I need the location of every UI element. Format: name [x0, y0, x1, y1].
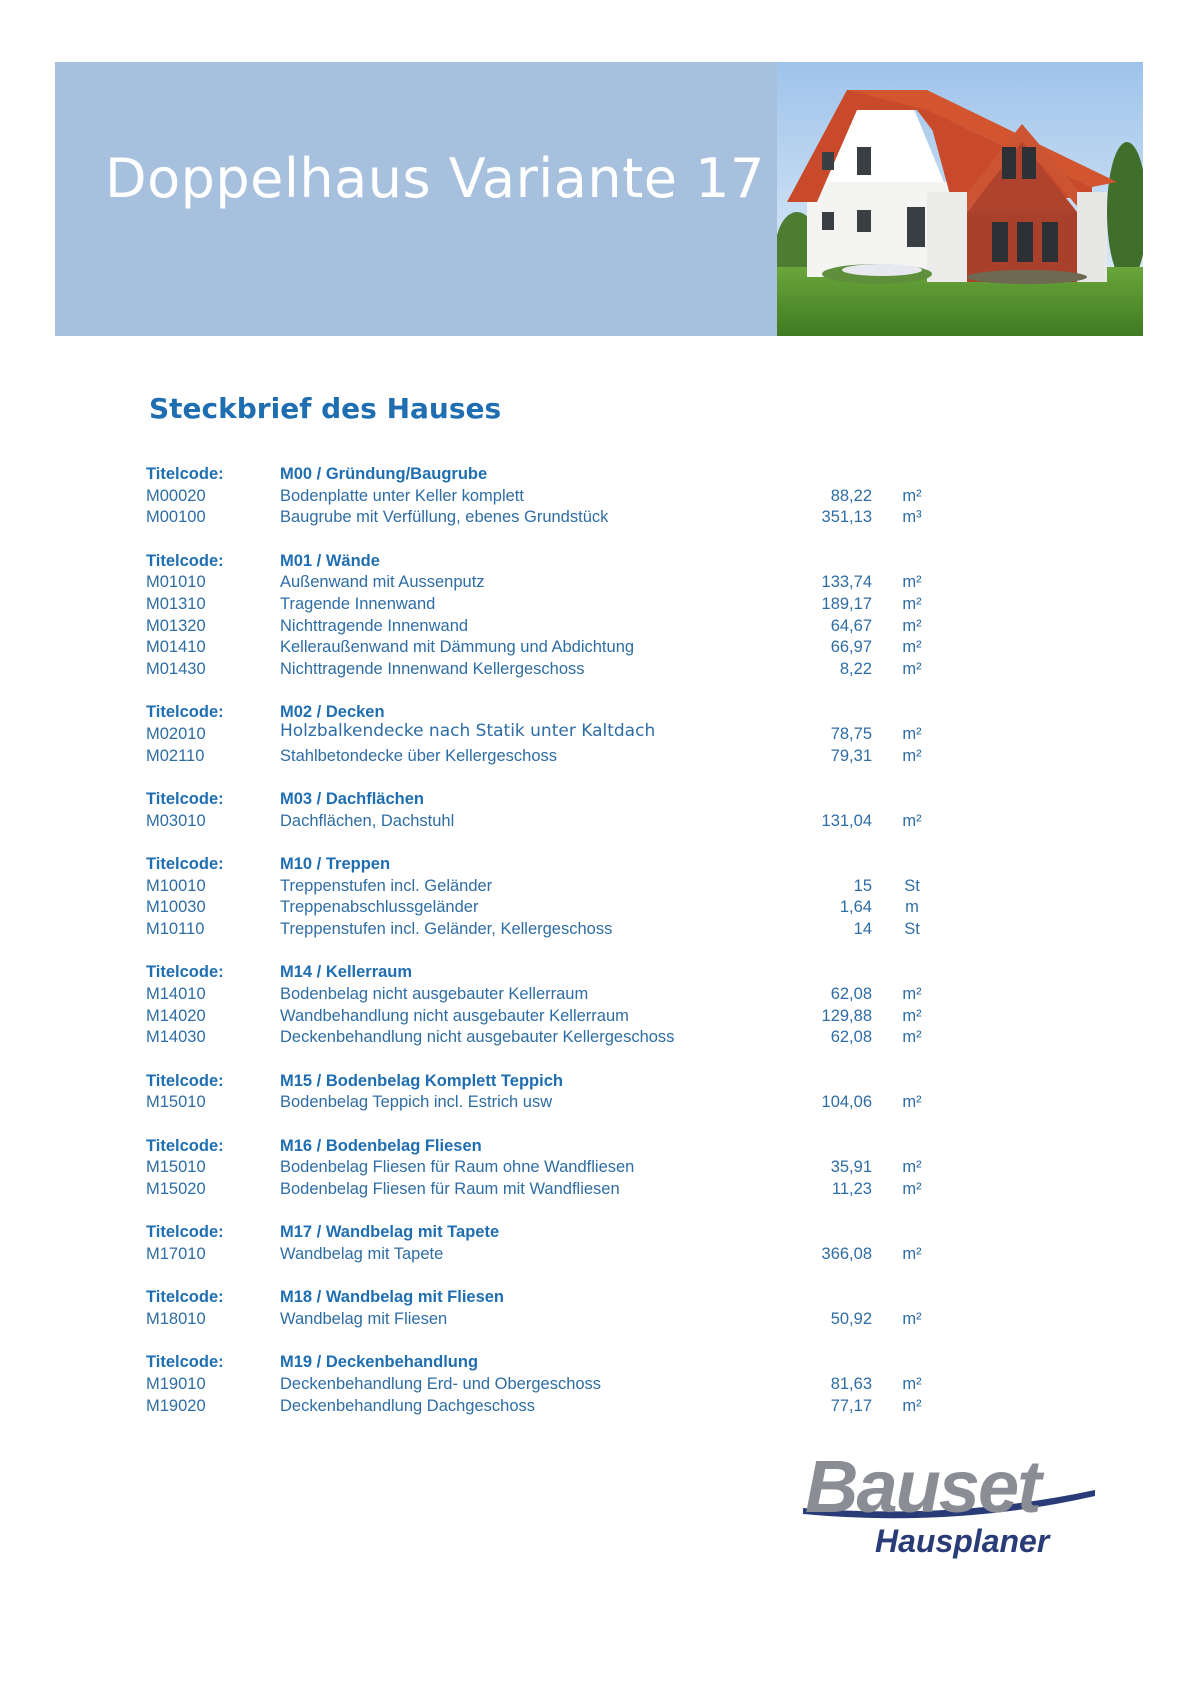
spec-group — [0, 962, 1190, 1049]
item-unit: m² — [902, 616, 922, 635]
group-title: M03 / Dachflächen — [280, 790, 424, 809]
logo-subtitle-text: Hausplaner — [875, 1523, 1050, 1559]
item-code: M01310 — [146, 595, 206, 614]
item-description: Bodenbelag Fliesen für Raum mit Wandfliesen — [280, 1180, 620, 1199]
item-quantity: 189,17 — [821, 595, 872, 614]
item-quantity: 66,97 — [830, 638, 872, 657]
titelcode-label: Titelcode: — [146, 703, 224, 722]
spec-row — [0, 1157, 1190, 1179]
group-title: M00 / Gründung/Baugrube — [280, 465, 488, 483]
item-description: Nichttragende Innenwand Kellergeschoss — [280, 660, 585, 679]
item-code: M10030 — [146, 898, 206, 917]
group-title: M02 / Decken — [280, 703, 385, 722]
titelcode-label: Titelcode: — [146, 963, 224, 982]
spec-group — [0, 854, 1190, 941]
spec-group — [0, 464, 1190, 529]
item-unit: m² — [902, 1006, 922, 1025]
spec-row — [0, 919, 1190, 941]
spec-row — [0, 1027, 1190, 1049]
item-quantity: 79,31 — [830, 746, 872, 765]
item-unit: m² — [902, 486, 922, 505]
item-code: M15010 — [146, 1093, 206, 1112]
item-quantity: 131,04 — [821, 811, 872, 830]
item-unit: m² — [902, 725, 922, 744]
logo-graphic — [795, 1450, 1120, 1570]
item-code: M14030 — [146, 1028, 206, 1047]
spec-row — [0, 984, 1190, 1006]
spec-row — [0, 1309, 1190, 1331]
item-code: M15010 — [146, 1158, 206, 1177]
titelcode-label: Titelcode: — [146, 1288, 224, 1307]
spec-group — [0, 1136, 1190, 1201]
item-quantity: 64,67 — [830, 616, 872, 635]
item-code: M03010 — [146, 811, 206, 830]
item-unit: m² — [902, 985, 922, 1004]
item-description: Kelleraußenwand mit Dämmung und Abdichtung — [280, 638, 635, 657]
group-header — [0, 1287, 1190, 1309]
item-description: Bodenbelag Teppich incl. Estrich usw — [280, 1093, 553, 1112]
titelcode-label: Titelcode: — [146, 465, 224, 483]
group-header — [0, 1071, 1190, 1093]
spec-row — [0, 721, 1190, 746]
item-description: Treppenstufen incl. Geländer, Kellergeschoss — [280, 920, 613, 939]
item-quantity: 50,92 — [830, 1309, 872, 1328]
titelcode-label: Titelcode: — [146, 1353, 224, 1372]
item-quantity: 14 — [853, 920, 872, 939]
item-unit: m² — [902, 1374, 922, 1393]
item-quantity: 77,17 — [830, 1396, 872, 1415]
item-unit: m³ — [902, 508, 922, 527]
spec-row — [0, 572, 1190, 594]
item-code: M01430 — [146, 660, 206, 679]
group-title: M16 / Bodenbelag Fliesen — [280, 1136, 482, 1155]
item-description: Treppenabschlussgeländer — [280, 898, 479, 917]
item-code: M18010 — [146, 1309, 206, 1328]
item-description: Wandbehandlung nicht ausgebauter Kellerraum — [280, 1006, 629, 1025]
house-photo — [777, 62, 1143, 336]
item-unit: m² — [902, 638, 922, 657]
item-quantity: 133,74 — [821, 573, 872, 592]
item-unit: St — [904, 920, 920, 939]
item-unit: m² — [902, 573, 922, 592]
item-unit: m² — [902, 595, 922, 614]
item-quantity: 351,13 — [821, 508, 872, 527]
item-description: Baugrube mit Verfüllung, ebenes Grundstück — [280, 508, 609, 527]
spec-row — [0, 486, 1190, 508]
titelcode-label: Titelcode: — [146, 790, 224, 809]
spec-group — [0, 551, 1190, 681]
spec-group — [0, 1222, 1190, 1265]
page-title: Doppelhaus Variante 17 — [105, 147, 765, 210]
item-description: Dachflächen, Dachstuhl — [280, 811, 455, 830]
group-title: M14 / Kellerraum — [280, 963, 413, 982]
item-description: Bodenbelag nicht ausgebauter Kellerraum — [280, 985, 589, 1004]
item-description: Außenwand mit Aussenputz — [280, 573, 485, 592]
item-unit: m² — [902, 1158, 922, 1177]
titelcode-label: Titelcode: — [146, 1136, 224, 1155]
item-description: Deckenbehandlung nicht ausgebauter Kellergeschoss — [280, 1028, 675, 1047]
item-description: Holzbalkendecke nach Statik unter Kaltdach — [280, 721, 656, 742]
item-quantity: 62,08 — [830, 985, 872, 1004]
spec-row — [0, 811, 1190, 833]
item-unit: m² — [902, 1245, 922, 1263]
spec-group — [0, 1287, 1190, 1330]
item-description: Tragende Innenwand — [280, 595, 436, 614]
group-header — [0, 1222, 1190, 1244]
item-quantity: 129,88 — [821, 1006, 872, 1025]
item-description: Bodenplatte unter Keller komplett — [280, 486, 524, 505]
item-quantity: 366,08 — [821, 1245, 872, 1263]
titelcode-label: Titelcode: — [146, 551, 224, 570]
item-description: Wandbelag mit Fliesen — [280, 1309, 448, 1328]
header-banner — [55, 62, 777, 336]
item-unit: m² — [902, 811, 922, 830]
house-illustration — [777, 62, 1143, 336]
item-code: M00100 — [146, 508, 206, 527]
group-header — [0, 854, 1190, 876]
spec-row — [0, 659, 1190, 681]
spec-row — [0, 876, 1190, 898]
item-code: M19010 — [146, 1374, 206, 1393]
item-code: M14010 — [146, 985, 206, 1004]
item-code: M01410 — [146, 638, 206, 657]
item-quantity: 104,06 — [821, 1093, 872, 1112]
bauset-logo — [795, 1450, 1120, 1570]
spec-row — [0, 1179, 1190, 1201]
item-code: M10110 — [146, 920, 205, 939]
group-title: M01 / Wände — [280, 551, 380, 570]
titelcode-label: Titelcode: — [146, 1071, 224, 1090]
spec-row — [0, 616, 1190, 638]
spec-group — [0, 702, 1190, 767]
section-title: Steckbrief des Hauses — [149, 392, 502, 425]
spec-row — [0, 897, 1190, 919]
group-header — [0, 1136, 1190, 1158]
spec-row — [0, 594, 1190, 616]
item-quantity: 78,75 — [830, 725, 872, 744]
item-quantity: 35,91 — [830, 1158, 872, 1177]
item-quantity: 62,08 — [830, 1028, 872, 1047]
spec-row — [0, 1374, 1190, 1396]
item-description: Deckenbehandlung Dachgeschoss — [280, 1396, 536, 1415]
item-code: M01010 — [146, 573, 206, 592]
item-quantity: 11,23 — [831, 1180, 872, 1199]
group-title: M15 / Bodenbelag Komplett Teppich — [280, 1071, 563, 1090]
group-title: M18 / Wandbelag mit Fliesen — [280, 1288, 505, 1307]
item-description: Nichttragende Innenwand — [280, 616, 469, 635]
item-unit: m² — [902, 1396, 922, 1415]
item-code: M19020 — [146, 1396, 206, 1415]
item-code: M00020 — [146, 486, 206, 505]
item-quantity: 81,63 — [830, 1374, 872, 1393]
group-header — [0, 551, 1190, 573]
item-unit: m — [905, 898, 919, 917]
logo-brand-text: Bauset — [805, 1450, 1040, 1528]
item-unit: St — [904, 876, 920, 895]
spec-row — [0, 746, 1190, 768]
item-unit: m² — [902, 1180, 922, 1199]
item-code: M17010 — [146, 1245, 206, 1263]
spec-row — [0, 1396, 1190, 1418]
spec-row — [0, 1092, 1190, 1114]
item-description: Bodenbelag Fliesen für Raum ohne Wandfliesen — [280, 1158, 635, 1177]
item-code: M15020 — [146, 1180, 206, 1199]
group-title: M17 / Wandbelag mit Tapete — [280, 1223, 500, 1242]
group-header — [0, 1352, 1190, 1374]
spec-group — [0, 1352, 1190, 1417]
item-quantity: 88,22 — [830, 486, 872, 505]
item-code: M02010 — [146, 725, 206, 744]
group-header — [0, 789, 1190, 811]
spec-group — [0, 789, 1190, 832]
group-header — [0, 464, 1190, 486]
item-quantity: 8,22 — [839, 660, 872, 679]
group-header — [0, 962, 1190, 984]
spec-row — [0, 1244, 1190, 1266]
item-description: Wandbelag mit Tapete — [280, 1245, 444, 1263]
item-code: M10010 — [146, 876, 206, 895]
spec-row — [0, 637, 1190, 659]
item-description: Stahlbetondecke über Kellergeschoss — [280, 746, 558, 765]
spec-list — [0, 464, 1190, 1439]
spec-group — [0, 1071, 1190, 1114]
item-unit: m² — [902, 660, 922, 679]
group-title: M19 / Deckenbehandlung — [280, 1353, 479, 1372]
titelcode-label: Titelcode: — [146, 1223, 224, 1242]
spec-row — [0, 1006, 1190, 1028]
item-unit: m² — [902, 1028, 922, 1047]
spec-row — [0, 507, 1190, 529]
item-description: Deckenbehandlung Erd- und Obergeschoss — [280, 1374, 602, 1393]
titelcode-label: Titelcode: — [146, 855, 224, 873]
item-description: Treppenstufen incl. Geländer — [280, 876, 493, 895]
group-title: M10 / Treppen — [280, 855, 391, 873]
item-code: M01320 — [146, 616, 206, 635]
item-quantity: 1,64 — [839, 898, 872, 917]
item-unit: m² — [902, 746, 922, 765]
item-unit: m² — [902, 1309, 922, 1328]
item-unit: m² — [902, 1093, 922, 1112]
item-quantity: 15 — [853, 876, 872, 895]
item-code: M02110 — [146, 746, 205, 765]
item-code: M14020 — [146, 1006, 206, 1025]
